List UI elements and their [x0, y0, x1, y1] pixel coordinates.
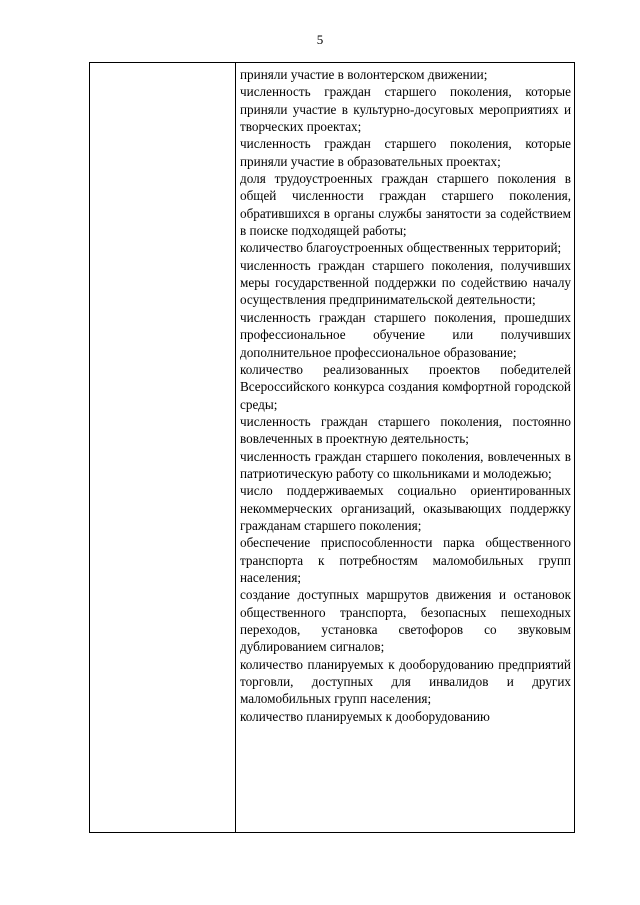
table-entry: количество планируемых к дооборудованию	[240, 708, 490, 724]
table-left-cell	[90, 63, 236, 832]
table-entry: численность граждан старшего поколения, постоянно вовлеченных в проектную деятельность;	[240, 413, 571, 447]
table-entry: создание доступных маршрутов движения и остановок общественного транспорта, безопасных пешеходных переходов, установка светофоров со звуковым дублированием сигналов;	[240, 587, 571, 655]
table-entry: численность граждан старшего поколения, которые приняли участие в образовательных проектах;	[240, 136, 571, 169]
indicators-table	[89, 62, 575, 833]
page-number: 5	[316, 32, 324, 47]
table-entry: число поддерживаемых социально ориентированных некоммерческих организаций, оказывающих поддержку гражданам старшего поколения;	[240, 483, 571, 533]
table-entry: количество реализованных проектов победителей Всероссийского конкурса создания комфортной городской среды;	[240, 361, 571, 412]
table-entry: численность граждан старшего поколения, получивших меры государственной поддержки по содействию началу осуществления предпринимательской деятельности;	[240, 257, 571, 308]
table-entry: приняли участие в волонтерском движении;	[240, 67, 488, 82]
table-entry: доля трудоустроенных граждан старшего поколения в общей численности граждан старшего поколения, обратившихся в органы службы занятости за содействием в поиске подходящей работы;	[240, 171, 571, 239]
table-entry: численность граждан старшего поколения, вовлеченных в патриотическую работу со школьниками и молодежью;	[240, 448, 571, 481]
table-right-cell	[236, 63, 574, 832]
table-entry: численность граждан старшего поколения, прошедших профессиональное обучение или получивших дополнительное профессиональное образование;	[240, 309, 571, 360]
table-entry: количество благоустроенных общественных территорий;	[240, 240, 562, 256]
table-entry: обеспечение приспособленности парка общественного транспорта к потребностям маломобильных групп населения;	[240, 535, 571, 585]
table-entry: численность граждан старшего поколения, которые приняли участие в культурно-досуговых мероприятиях и творческих проектах;	[240, 84, 571, 135]
table-entry: количество планируемых к дооборудованию предприятий торговли, доступных для инвалидов и других маломобильных групп населения;	[240, 656, 571, 707]
